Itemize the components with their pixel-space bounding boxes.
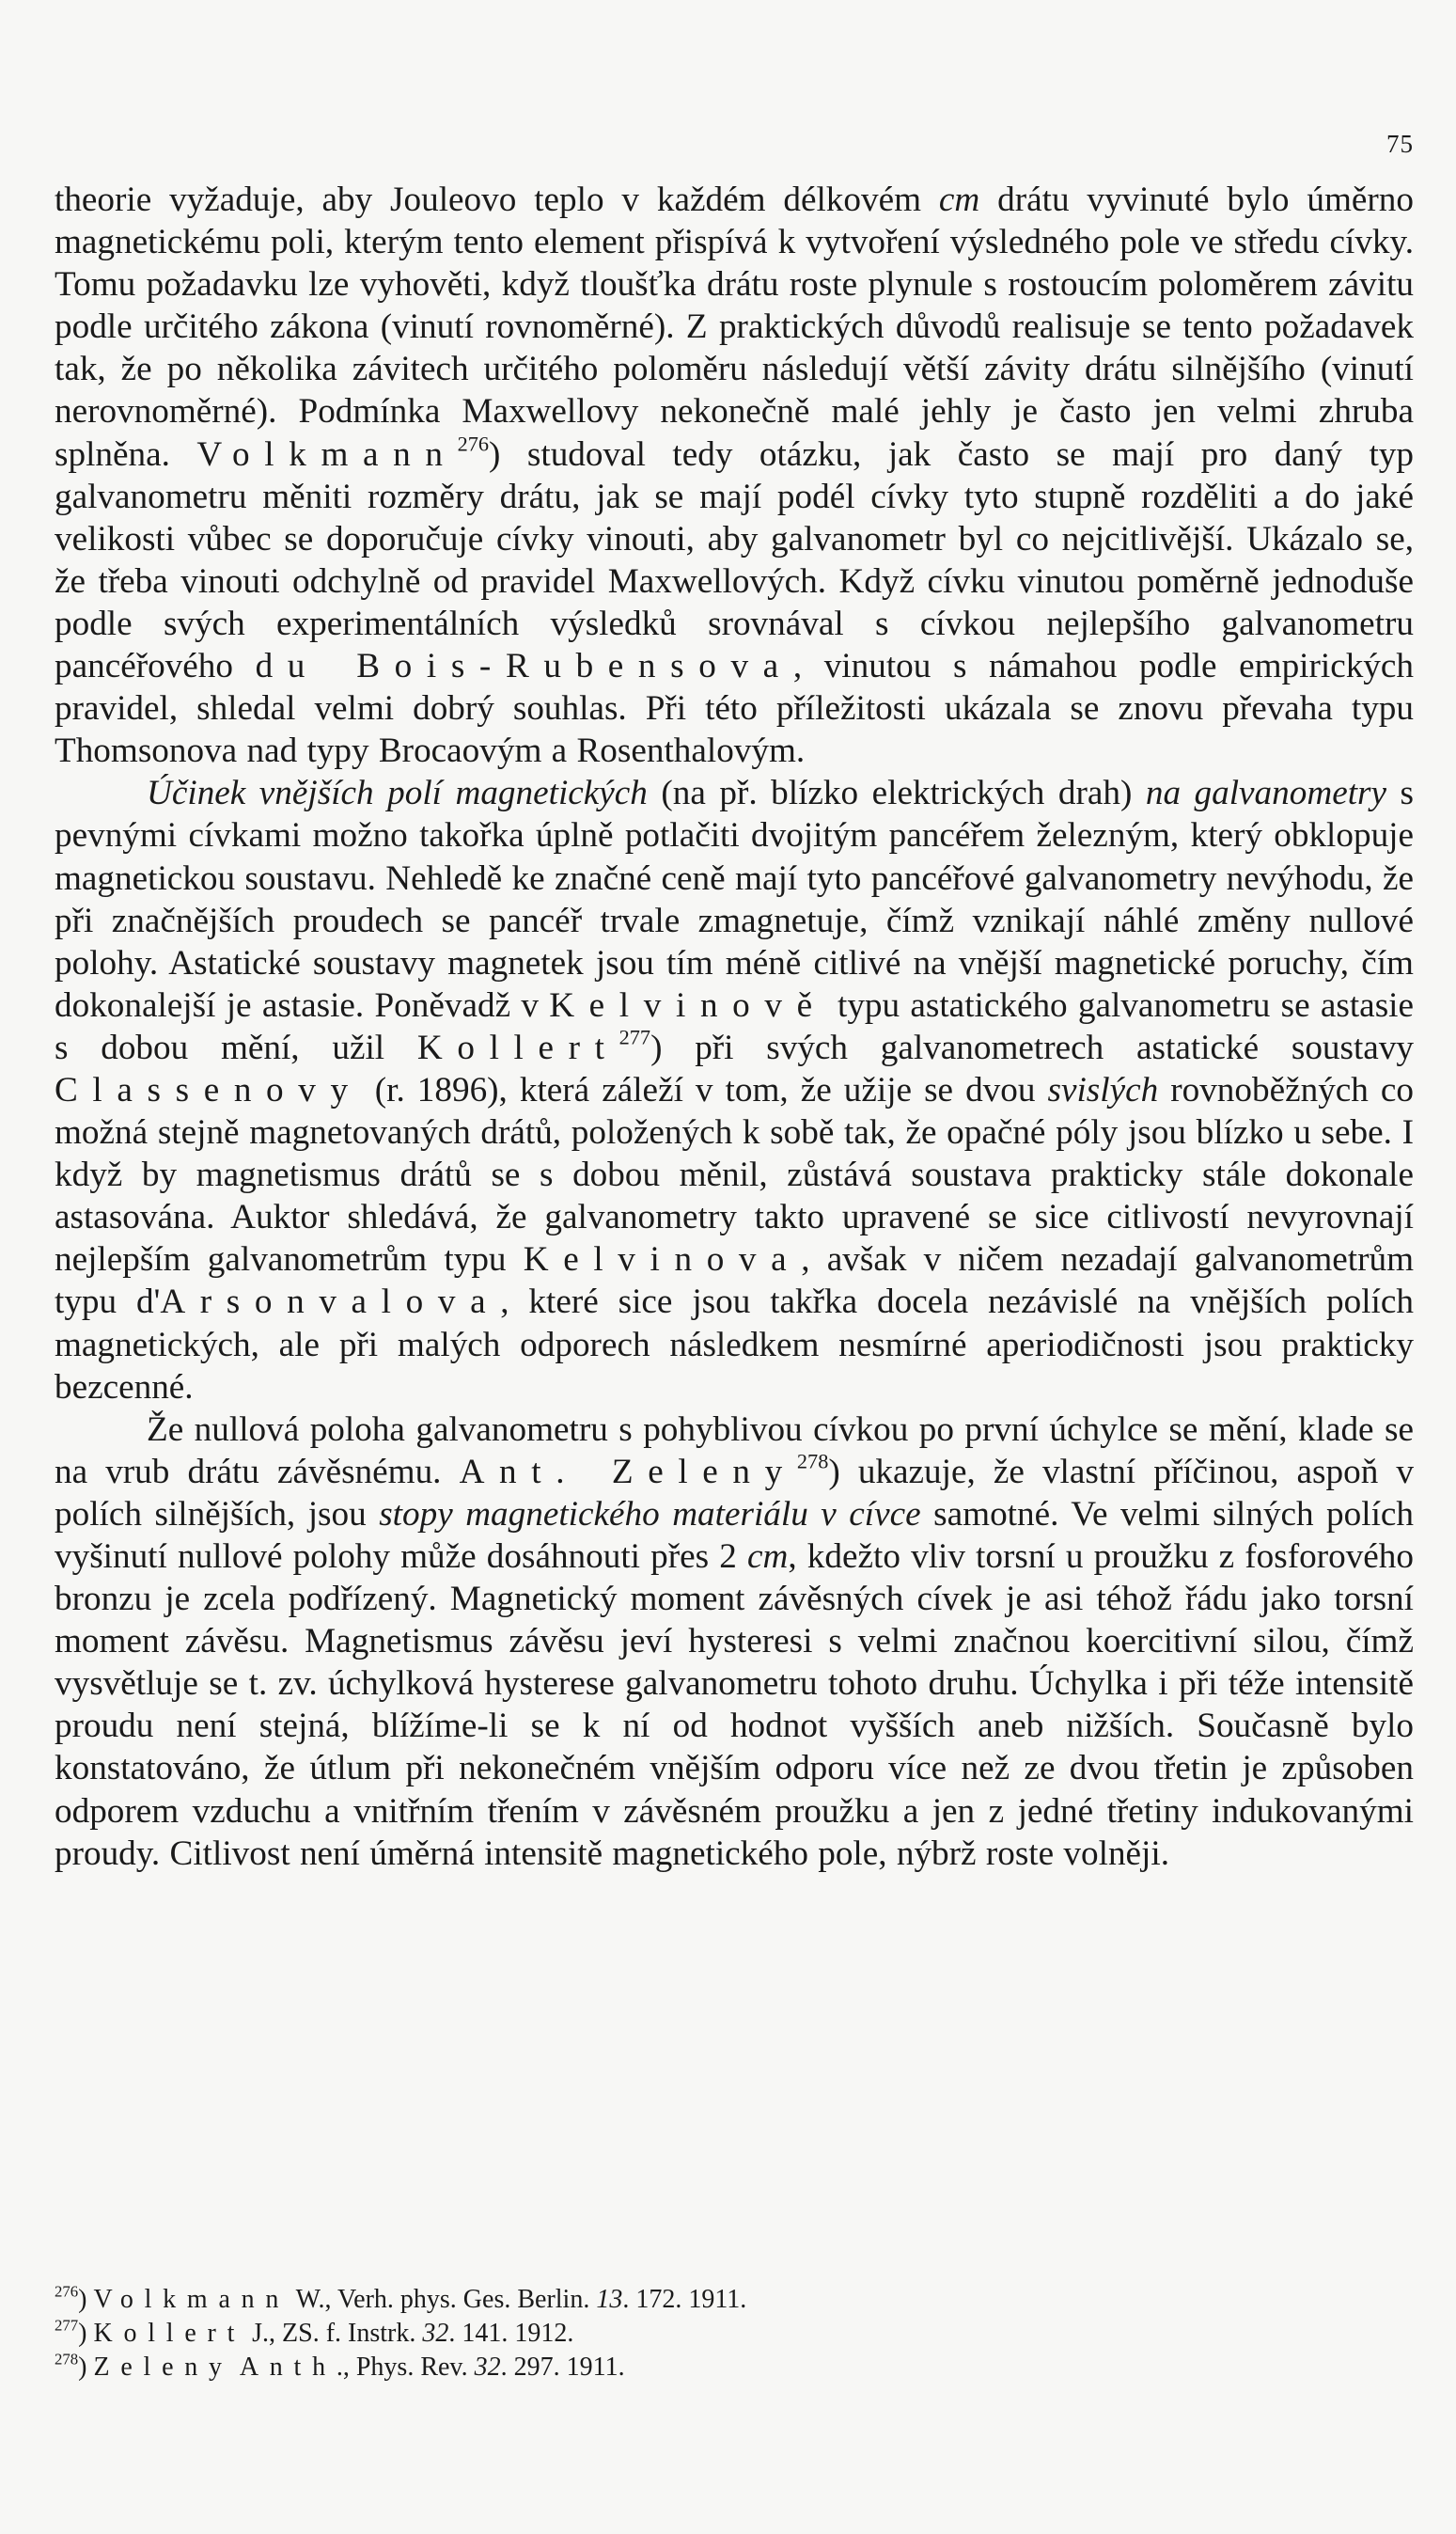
spaced-name: Volkmann: [93, 2285, 290, 2314]
footnote-ref: 278: [796, 1449, 829, 1473]
spaced-name: Anth: [239, 2353, 337, 2382]
text-run: , vinutou s námahou podle empirických pravidel, shledal velmi dobrý souhlas. Při této příležitosti ukázala se znovu převaha typu Thomsonova nad typy Brocaovým a Rosenthalovým.: [55, 647, 1415, 771]
text-run: ) při svých galvanometrech astatické soustavy: [650, 1028, 1414, 1067]
footnotes: [55, 2283, 746, 2384]
footnote-277: [55, 2317, 746, 2351]
text-run: ) studoval tedy otázku, jak často se mají pro daný typ galvanometru měniti rozměry drátu, jak se mají podél cívky tyto stupně rozděliti a do jaké velikosti vůbec se doporučuje cívky vinouti, aby galvanometr byl co nejcitlivější. Ukázalo se, že třeba vinouti odchylně od pravidel Maxwellových. Když cívku vinutou poměrně jednoduše podle svých experimentálních výsledků srovnával s cívkou nejlepšího galvanometru pancéřového: [55, 434, 1414, 686]
text-run: samotné. Ve velmi silných polích vyšinutí nullové polohy může dosáhnouti přes 2: [55, 1494, 1414, 1576]
text-run: ): [78, 2285, 94, 2314]
spaced-name: Kelvinově: [549, 985, 827, 1025]
text-run: ., Phys. Rev.: [336, 2353, 475, 2382]
text-run: drátu vyvinuté bylo úměrno magnetickému poli, kterým tento element přispívá k vytvoření výsledného pole ve středu cívky. Tomu požadavku lze vyhověti, když tloušťka drátu roste plynule s rostoucím poloměrem závitu podle určitého zákona (vinutí rovnoměrné). Z praktických důvodů realisuje se tento požadavek tak, že po několika závitech určitého poloměru následují větší závity drátu silnějšího (vinutí nerovnoměrné). Podmínka Maxwellovy nekonečně malé jehly je často jen velmi zhruba splněna.: [55, 181, 1414, 474]
text-run: , kdežto vliv torsní u proužku z fosforového bronzu je zcela podřízený. Magnetický moment závěsných cívek je asi téhož řádu jako torsní moment závěsu. Magnetismus závěsu jeví hysteresi s velmi značnou koercitivní silou, čímž vysvětluje se t. zv. úchylková hysterese galvanometru tohoto druhu. Úchylka i při téže intensitě proudu není stejná, blížíme-li se k ní od hodnot vyšších aneb nižších. Současně bylo konstatováno, že útlum při nekonečném vnějším odporu více než ze dvou třetin je způsoben odporem vzduchu a vnitřním třením v závěsném proužku a jen z jedné třetiny indukovanými proudy. Citlivost není úměrná intensitě magnetického pole, nýbrž roste volněji.: [55, 1537, 1414, 1873]
body-text: [55, 179, 1414, 1875]
spaced-name: Ant. Zeleny: [459, 1452, 797, 1491]
text-run: , avšak v ničem nezadají galvanometrům typu d': [55, 1240, 1415, 1322]
footnote-ref: 276: [457, 431, 490, 455]
text-run: (r. 1896), která záleží v tom, že užije se dvou: [362, 1070, 1048, 1110]
footnote-ref: 277: [55, 2316, 79, 2335]
text-run: [233, 2353, 240, 2382]
text-run: J., ZS. f. Instrk.: [245, 2319, 423, 2348]
text-run: . 141. 1912.: [448, 2319, 574, 2348]
footnote-ref: 278: [55, 2350, 79, 2369]
italic-run: 32: [474, 2353, 501, 2382]
italic-run: stopy magnetického materiálu v cívce: [379, 1494, 921, 1534]
text-run: ): [78, 2353, 94, 2382]
footnote-ref: 276: [55, 2282, 79, 2301]
footnote-ref: 277: [618, 1025, 651, 1049]
paragraph: [55, 1409, 1414, 1875]
spaced-name: Kelvinova: [523, 1240, 802, 1280]
text-run: rovnoběžných co možná stejně magnetovaných drátů, položených k sobě tak, že opačné póly jsou blízko u sebe. I když by magnetismus drátů se s dobou měnil, zůstává soustava prakticky stále dokonale astasována. Auktor shledává, že galvanometry takto upravené se sice citlivostí nevyrovnají nejlepším galvanometrům typu: [55, 1070, 1415, 1280]
italic-run: cm: [746, 1537, 789, 1576]
text-run: . 172. 1911.: [622, 2285, 747, 2314]
footnote-278: [55, 2351, 746, 2384]
italic-run: cm: [938, 181, 980, 219]
spaced-name: Classenovy: [55, 1070, 363, 1110]
paragraph: [55, 772, 1414, 1408]
italic-run: Účinek vnějších polí magnetických: [147, 774, 648, 813]
text-run: typu astatického galvanometru se astasie s dobou mění, užil: [55, 985, 1414, 1067]
text-run: Že nullová poloha galvanometru s pohyblivou cívkou po první úchylce se mění, klade se na vrub drátu závěsnému.: [55, 1409, 1414, 1491]
spaced-name: Arsonvalova: [160, 1283, 501, 1322]
text-run: (na př. blízko elektrických drah): [647, 774, 1146, 813]
text-run: ): [78, 2319, 94, 2348]
italic-run: 13: [596, 2285, 623, 2314]
text-run: ) ukazuje, že vlastní příčinou, aspoň v polích silnějších, jsou: [55, 1452, 1415, 1534]
text-run: . 297. 1911.: [500, 2353, 625, 2382]
footnote-276: [55, 2283, 746, 2317]
text-run: s pevnými cívkami možno takořka úplně potlačiti dvojitým pancéřem železným, který obklopuje magnetickou soustavu. Nehledě ke značné ceně mají tyto pancéřové galvanometry nevýhodu, že při značnějších proudech se pancéř trvale zmagnetuje, čímž vznikají náhlé změny nullové polohy. Astatické soustavy magnetek jsou tím méně citlivé na vnější magnetické poruchy, čím dokonalejší je astasie. Poněvadž v: [55, 774, 1414, 1025]
spaced-name: Volkmann: [196, 434, 458, 474]
text-run: , které sice jsou takřka docela nezávislé na vnějších polích magnetických, ale při malých odporech následkem nesmírné aperiodičnosti jsou prakticky bezcenné.: [55, 1283, 1414, 1407]
italic-run: na galvanometry: [1145, 774, 1387, 813]
italic-run: svislých: [1047, 1070, 1159, 1110]
italic-run: 32: [422, 2319, 449, 2348]
spaced-name: Kollert: [93, 2319, 246, 2348]
text-run: W., Verh. phys. Ges. Berlin.: [290, 2285, 597, 2314]
spaced-name: Kollert: [416, 1028, 619, 1067]
spaced-name: Zeleny: [93, 2353, 233, 2382]
page-number: 75: [1386, 130, 1414, 158]
spaced-name: du Bois-Rubensova: [255, 647, 793, 686]
paragraph: [55, 179, 1414, 772]
text-run: theorie vyžaduje, aby Jouleovo teplo v každém délkovém: [55, 181, 939, 219]
